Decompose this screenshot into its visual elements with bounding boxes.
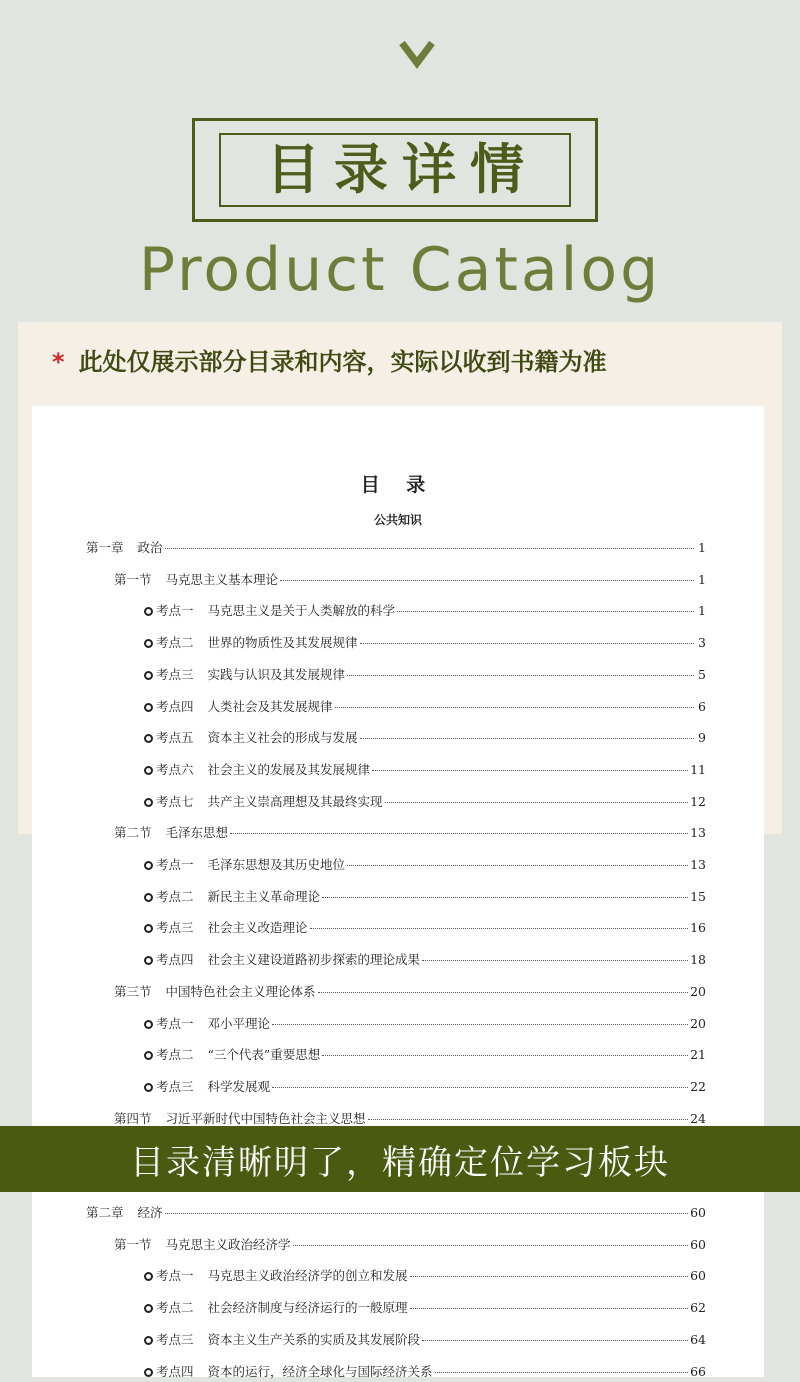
toc-label: 第二节 <box>114 825 152 841</box>
toc-label: 考点一 <box>156 1015 194 1031</box>
toc-point-row <box>144 1266 706 1286</box>
dot-leader <box>322 897 688 898</box>
dot-leader <box>360 738 694 739</box>
toc-page-number: 64 <box>690 1331 706 1347</box>
dot-leader <box>385 802 689 803</box>
toc-point-row <box>144 697 706 717</box>
title-inner-frame <box>219 133 571 207</box>
toc-page-number: 20 <box>690 1015 706 1031</box>
toc-label: 考点五 <box>156 730 194 746</box>
toc-page-number: 1 <box>698 571 706 587</box>
toc-chapter-row <box>86 1203 706 1223</box>
bullet-circle-icon <box>144 1368 153 1377</box>
toc-label: 考点三 <box>156 1078 194 1094</box>
toc-label: 第一章 <box>86 540 124 555</box>
bullet-circle-icon <box>144 639 153 648</box>
toc-point-row <box>144 1330 706 1350</box>
toc-page-number: 1 <box>698 540 706 555</box>
toc-title: 目 录 <box>360 474 436 496</box>
toc-page-number: 9 <box>698 730 706 746</box>
toc-label: 第一节 <box>114 1236 152 1252</box>
catalog-page-image <box>32 406 764 1377</box>
toc-label: 考点二 <box>156 1047 194 1063</box>
bullet-circle-icon <box>144 1272 153 1281</box>
toc-page-number: 18 <box>690 952 706 968</box>
bullet-circle-icon <box>144 1336 153 1345</box>
toc-text: 习近平新时代中国特色社会主义思想 <box>165 1110 366 1126</box>
toc-page-number: 22 <box>690 1078 706 1094</box>
toc-page-number: 13 <box>690 825 706 841</box>
bullet-circle-icon <box>144 1304 153 1313</box>
dot-leader <box>230 833 688 834</box>
toc-page-number: 6 <box>698 698 706 714</box>
bullet-circle-icon <box>144 1051 153 1060</box>
toc-section-row <box>114 823 706 843</box>
banner-text: 目录清晰明了，精确定位学习板块 <box>130 1142 670 1183</box>
dot-leader <box>272 1087 688 1088</box>
bullet-circle-icon <box>144 766 153 775</box>
toc-point-row <box>144 855 706 875</box>
page-title: 目录详情 <box>266 138 538 201</box>
title-frame <box>192 118 598 222</box>
toc-label: 考点二 <box>156 635 194 651</box>
toc-text: 新民主主义革命理论 <box>207 888 321 904</box>
dot-leader <box>435 1372 689 1373</box>
toc-text: “三个代表”重要思想 <box>207 1047 321 1063</box>
toc-point-row <box>144 1362 706 1382</box>
toc-page-number: 60 <box>690 1268 706 1284</box>
toc-section-row <box>114 982 706 1002</box>
toc-point-row <box>144 728 706 748</box>
toc-page-number: 5 <box>698 666 706 682</box>
toc-text: 毛泽东思想 <box>165 825 229 841</box>
toc-text: 中国特色社会主义理论体系 <box>165 983 316 999</box>
toc-label: 第二章 <box>86 1205 124 1220</box>
toc-text: 人类社会及其发展规律 <box>207 698 333 714</box>
toc-point-row <box>144 1045 706 1065</box>
toc-label: 考点三 <box>156 920 194 936</box>
toc-point-row <box>144 887 706 907</box>
dot-leader <box>293 1245 689 1246</box>
dot-leader <box>347 675 694 676</box>
toc-page-number: 12 <box>690 793 706 809</box>
toc-page-number: 13 <box>690 857 706 872</box>
toc-page-number: 60 <box>690 1205 706 1220</box>
dot-leader <box>422 960 688 961</box>
toc-point-row <box>144 760 706 780</box>
dot-leader <box>397 611 694 612</box>
toc-label: 考点三 <box>156 666 194 682</box>
bullet-circle-icon <box>144 924 153 933</box>
toc-page-number: 16 <box>690 920 706 936</box>
toc-point-row <box>144 792 706 812</box>
toc-text: 经济 <box>137 1205 163 1220</box>
toc-label: 第四节 <box>114 1110 152 1126</box>
toc-text: 资本的运行，经济全球化与国际经济关系 <box>207 1363 433 1379</box>
toc-page-number: 1 <box>698 603 706 619</box>
toc-text: 世界的物质性及其发展规律 <box>207 635 358 651</box>
bullet-circle-icon <box>144 734 153 743</box>
toc-label: 第三节 <box>114 983 152 999</box>
dot-leader <box>422 1340 688 1341</box>
toc-text: 资本主义生产关系的实质及其发展阶段 <box>207 1331 421 1347</box>
dot-leader <box>335 707 694 708</box>
dot-leader <box>318 992 689 993</box>
toc-label: 考点一 <box>156 857 194 872</box>
bullet-circle-icon <box>144 607 153 616</box>
chevron-down-icon <box>399 39 435 69</box>
toc-page-number: 24 <box>690 1110 706 1126</box>
toc-section-row <box>114 570 706 590</box>
dot-leader <box>165 548 694 549</box>
bullet-circle-icon <box>144 1083 153 1092</box>
bullet-circle-icon <box>144 703 153 712</box>
toc-text: 马克思主义政治经济学的创立和发展 <box>207 1268 408 1284</box>
toc-label: 考点四 <box>156 698 194 714</box>
dot-leader <box>165 1213 689 1214</box>
dot-leader <box>322 1055 688 1056</box>
toc-page-number: 3 <box>698 635 706 651</box>
toc-chapter-row <box>86 538 706 558</box>
toc-text: 邓小平理论 <box>207 1015 271 1031</box>
toc-label: 考点二 <box>156 888 194 904</box>
notice-line <box>52 346 607 378</box>
dot-leader <box>360 643 694 644</box>
toc-text: 马克思主义政治经济学 <box>165 1236 291 1252</box>
toc-text: 社会主义的发展及其发展规律 <box>207 761 371 777</box>
toc-text: 政治 <box>137 540 163 555</box>
toc-text: 毛泽东思想及其历史地位 <box>207 857 346 872</box>
bullet-circle-icon <box>144 1020 153 1029</box>
dot-leader <box>347 865 688 866</box>
toc-label: 考点七 <box>156 793 194 809</box>
toc-label: 考点三 <box>156 1331 194 1347</box>
toc-text: 社会主义改造理论 <box>207 920 308 936</box>
toc-page-number: 15 <box>690 888 706 904</box>
toc-label: 考点六 <box>156 761 194 777</box>
dot-leader <box>410 1308 689 1309</box>
toc-page-number: 21 <box>690 1047 706 1063</box>
toc-point-row <box>144 601 706 621</box>
toc-text: 马克思主义基本理论 <box>165 571 279 587</box>
toc-page-number: 60 <box>690 1236 706 1252</box>
notice-text: 此处仅展示部分目录和内容，实际以收到书籍为准 <box>78 348 607 376</box>
toc-point-row <box>144 1014 706 1034</box>
toc-page-number: 20 <box>690 983 706 999</box>
bullet-circle-icon <box>144 861 153 870</box>
page-subtitle-english: Product Catalog <box>138 235 662 305</box>
toc-label: 考点四 <box>156 1363 194 1379</box>
dot-leader <box>272 1024 688 1025</box>
dot-leader <box>410 1276 689 1277</box>
asterisk-icon: * <box>52 348 65 376</box>
dot-leader <box>372 770 688 771</box>
bullet-circle-icon <box>144 671 153 680</box>
bullet-circle-icon <box>144 798 153 807</box>
toc-point-row <box>144 665 706 685</box>
toc-point-row <box>144 950 706 970</box>
toc-point-row <box>144 633 706 653</box>
toc-text: 社会主义建设道路初步探索的理论成果 <box>207 952 421 968</box>
toc-page-number: 62 <box>690 1300 706 1316</box>
toc-point-row <box>144 1298 706 1318</box>
toc-label: 考点一 <box>156 1268 194 1284</box>
toc-label: 第一节 <box>114 571 152 587</box>
toc-text: 资本主义社会的形成与发展 <box>207 730 358 746</box>
dot-leader <box>368 1119 689 1120</box>
toc-text: 社会经济制度与经济运行的一般原理 <box>207 1300 408 1316</box>
bullet-circle-icon <box>144 893 153 902</box>
toc-label: 考点一 <box>156 603 194 619</box>
toc-section-row <box>114 1235 706 1255</box>
toc-text: 实践与认识及其发展规律 <box>207 666 346 682</box>
toc-point-row <box>144 918 706 938</box>
toc-text: 共产主义崇高理想及其最终实现 <box>207 793 383 809</box>
toc-label: 考点二 <box>156 1300 194 1316</box>
bullet-circle-icon <box>144 956 153 965</box>
toc-page-number: 66 <box>690 1363 706 1379</box>
toc-label: 考点四 <box>156 952 194 968</box>
dot-leader <box>280 580 694 581</box>
toc-point-row <box>144 1077 706 1097</box>
toc-text: 马克思主义是关于人类解放的科学 <box>207 603 396 619</box>
feature-banner <box>0 1126 800 1192</box>
toc-subtitle: 公共知识 <box>373 513 422 527</box>
toc-page-number: 11 <box>690 761 706 777</box>
dot-leader <box>310 928 689 929</box>
toc-text: 科学发展观 <box>207 1078 271 1094</box>
